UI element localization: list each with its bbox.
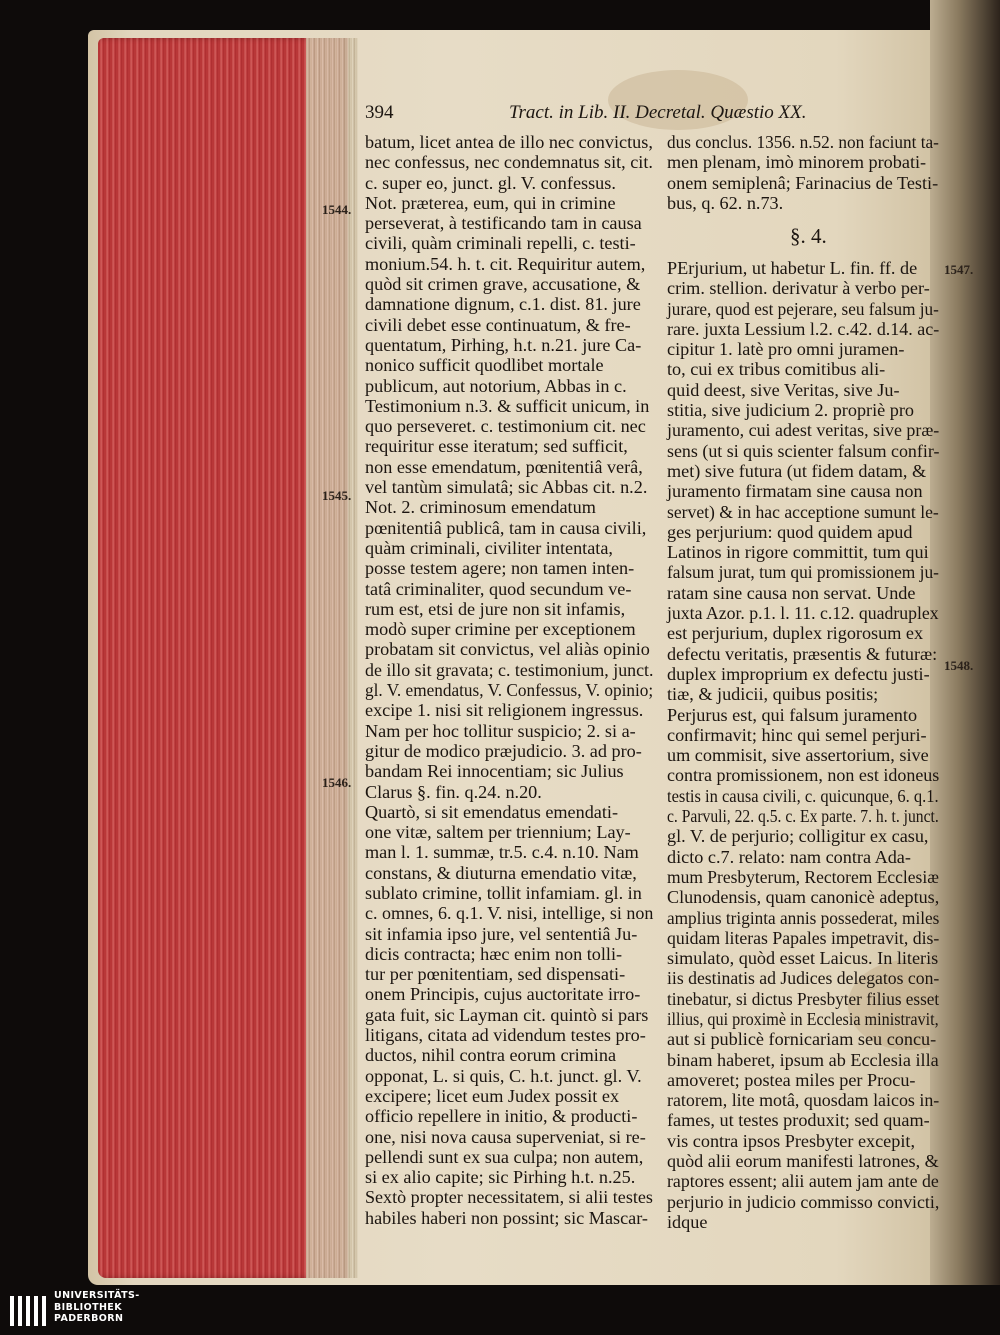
text-line: juramento, cui adest veritas, sive præ- <box>667 420 940 441</box>
text-line: quòd alii eorum manifesti latrones, & <box>667 1151 939 1172</box>
text-line: bandam Rei innocentiam; sic Julius <box>365 761 624 782</box>
text-line: cipitur 1. latè pro omni juramen- <box>667 339 905 360</box>
text-line: dus conclus. 1356. n.52. non faciunt ta- <box>667 132 939 152</box>
section-heading: §. 4. <box>790 224 827 248</box>
right-column-top-text <box>667 132 939 213</box>
text-line: stitia, sive judicium 2. propriè pro <box>667 400 915 421</box>
text-line: juramento firmatam sine causa non <box>667 481 923 502</box>
text-line: excipe 1. nisi sit religionem ingressus. <box>365 700 644 721</box>
text-line: nonico sufficit quodlibet mortale <box>365 355 604 376</box>
text-line: sublato crimine, tollit infamiam. gl. in <box>365 882 642 903</box>
text-line: perjurio in judicio commisso convicti, <box>667 1191 940 1212</box>
text-line: ges perjurium: quod quidem apud <box>667 521 913 542</box>
text-line: Perjurus est, qui falsum juramento <box>667 704 918 725</box>
text-line: quàm criminali, civiliter intentata, <box>365 537 613 558</box>
text-line: idque <box>667 1211 708 1232</box>
text-line: raptores essent; alii autem jam ante de <box>667 1171 939 1192</box>
text-line: nec confessus, nec condemnatus sit, cit. <box>365 152 653 173</box>
text-line: civili debet esse continuatum, & fre- <box>365 314 631 335</box>
library-logo-icon <box>8 1290 48 1330</box>
text-line: ratorem, lite motâ, quosdam laicos in- <box>667 1090 940 1111</box>
text-line: civili, quàm criminali repelli, c. testi- <box>365 233 636 254</box>
text-line: non esse emendatum, pœnitentiâ verâ, <box>365 456 643 477</box>
text-line: rum est, etsi de jure non sit infamis, <box>365 598 626 619</box>
text-line: modò super crimine per exceptionem <box>365 619 636 640</box>
text-line: ductos, nihil contra eorum crimina <box>365 1045 617 1066</box>
text-line: Not. præterea, eum, qui in crimine <box>365 192 616 213</box>
right-text-column <box>667 132 939 213</box>
margin-number: 1548. <box>944 658 974 673</box>
text-line: si ex alio capite; sic Pirhing h.t. n.25. <box>365 1167 636 1188</box>
page-number: 394 <box>365 102 394 123</box>
text-line: servet) & in hac acceptione sumunt le- <box>667 501 939 522</box>
text-line: damnatione dignum, c.1. dist. 81. jure <box>365 294 641 315</box>
margin-number: 1545. <box>322 488 352 503</box>
text-line: c. omnes, 6. q.1. V. nisi, intellige, si non <box>365 903 654 924</box>
text-line: quentatum, Pirhing, h.t. n.21. jure Ca- <box>365 334 642 355</box>
text-line: contra promissionem, non est idoneus <box>667 765 940 786</box>
text-line: confirmavit; hinc qui semel perjuri- <box>667 724 927 745</box>
text-line: ratam sine causa non servat. Unde <box>667 582 916 603</box>
text-line: constans, & diuturna emendatio vitæ, <box>365 862 637 883</box>
text-line: Quartò, si sit emendatus emendati- <box>365 801 619 822</box>
text-line: fames, ut testes produxit; sed quam- <box>667 1110 930 1131</box>
text-line: opponat, L. si quis, C. h.t. junct. gl. V. <box>365 1065 642 1086</box>
text-line: binam haberet, ipsum ab Ecclesia illa <box>667 1049 939 1070</box>
text-line: gl. V. emendatus, V. Confessus, V. opinio; <box>365 680 654 701</box>
text-line: gitur de modico præjudicio. 3. ad pro- <box>365 740 642 761</box>
margin-number: 1547. <box>944 262 974 277</box>
margin-number: 1546. <box>322 775 352 790</box>
text-line: Clarus §. fin. q.24. n.20. <box>365 781 542 802</box>
text-line: tatâ criminaliter, quod secundum ve- <box>365 578 632 599</box>
text-line: litigans, citata ad videndum testes pro- <box>365 1025 646 1046</box>
text-line: perseverat, à testificando tam in causa <box>365 213 642 234</box>
text-line: vel tantùm simulatâ; sic Abbas cit. n.2. <box>365 477 648 498</box>
text-line: met) sive futura (ut fidem datam, & <box>667 460 927 481</box>
text-line: c. super eo, junct. gl. V. confessus. <box>365 172 616 193</box>
text-line: gata fuit, sic Layman cit. quintò si pars <box>365 1004 649 1025</box>
text-line: onem semiplenâ; Farinacius de Testi- <box>667 172 939 193</box>
text-line: batum, licet antea de illo nec convictus, <box>365 132 653 152</box>
text-line: publicum, aut notorium, Abbas in c. <box>365 375 627 396</box>
text-line: vis contra ipsos Presbyter excepit, <box>667 1130 916 1151</box>
text-line: quòd sit crimen grave, accusatione, & <box>365 274 641 295</box>
text-line: dicto c.7. relato: nam contra Ada- <box>667 846 911 867</box>
text-line: de illo sit gravata; c. testimonium, junct. <box>365 659 654 680</box>
text-line: quid deest, sive Veritas, sive Ju- <box>667 379 900 400</box>
text-line: tiæ, & judicii, quibus positis; <box>667 684 879 705</box>
text-line: requiritur esse iteratum; sed sufficit, <box>365 436 628 457</box>
text-line: aut si publicè fornicariam seu concu- <box>667 1029 937 1050</box>
text-line: to, cui ex tribus comitibus ali- <box>667 359 886 380</box>
text-line: Latinos in rigore committit, tum qui <box>667 542 929 563</box>
page-stack-edges <box>306 38 358 1278</box>
running-head <box>365 100 945 130</box>
logo-line: UNIVERSITÄTS- <box>54 1290 140 1301</box>
text-line: rare. juxta Lessium l.2. c.42. d.14. ac- <box>667 318 940 339</box>
text-line: tur per pœnitentiam, sed dispensati- <box>365 964 626 985</box>
text-line: officio repellere in initio, & producti- <box>365 1106 638 1127</box>
text-line: amoveret; postea miles per Procu- <box>667 1069 916 1090</box>
margin-number: 1544. <box>322 202 352 217</box>
section-text <box>667 258 939 1232</box>
text-line: tinebatur, si dictus Presbyter filius esset <box>667 988 940 1009</box>
text-line: one, nisi nova causa superveniat, si re- <box>365 1126 646 1147</box>
text-line: probatam sit convictus, vel aliàs opinio <box>365 639 650 660</box>
text-line: crim. stellion. derivatur à verbo per- <box>667 278 930 299</box>
text-line: est perjurium, duplex rigorosum ex <box>667 623 924 644</box>
text-line: man l. 1. summæ, tr.5. c.4. n.10. Nam <box>365 842 639 863</box>
logo-line: BIBLIOTHEK <box>54 1301 122 1313</box>
text-line: PErjurium, ut habetur L. fin. ff. de <box>667 258 918 278</box>
text-line: habiles haberi non possint; sic Mascar- <box>365 1207 648 1228</box>
left-text-column <box>365 132 653 1228</box>
text-line: c. Parvuli, 22. q.5. c. Ex parte. 7. h. t. junct. <box>667 806 939 827</box>
text-line: monium.54. h. t. cit. Requiritur autem, <box>365 253 646 274</box>
text-line: posse testem agere; non tamen inten- <box>365 558 635 579</box>
text-line: defectu veritatis, præsentis & futuræ: <box>667 643 938 664</box>
text-line: quo perseveret. c. testimonium cit. nec <box>365 416 646 437</box>
logo-line: PADERBORN <box>54 1313 124 1324</box>
text-line: illius, qui proximè in Ecclesia ministravit, <box>667 1008 939 1029</box>
text-line: sit infamia ipso jure, vel sententiâ Ju- <box>365 923 638 944</box>
binding-gutter <box>930 0 1000 1285</box>
text-line: testis in causa civili, c. quicunque, 6. q.1. <box>667 785 939 806</box>
text-line: dicis contracta; hæc enim non tolli- <box>365 943 623 964</box>
text-line: one vitæ, saltem per triennium; Lay- <box>365 822 631 843</box>
text-line: bus, q. 62. n.73. <box>667 192 784 213</box>
library-logo-text <box>54 1290 140 1325</box>
text-line: pellendi sunt ex sua culpa; non autem, <box>365 1146 644 1167</box>
text-line: duplex improprium ex defectu justi- <box>667 663 930 684</box>
text-line: onem Principis, cujus auctoritate irro- <box>365 984 641 1005</box>
text-line: um commisit, sive assertorium, sive <box>667 745 929 766</box>
text-line: falsum jurat, tum qui promissionem ju- <box>667 562 939 583</box>
text-line: jurare, quod est pejerare, seu falsum ju- <box>667 298 939 319</box>
text-line: mum Presbyterum, Rectorem Ecclesiæ <box>667 866 939 887</box>
text-line: excipere; licet eum Judex possit ex <box>365 1085 620 1106</box>
library-logo-bar <box>0 1285 1000 1335</box>
text-line: sens (ut si quis scienter falsum confir- <box>667 440 940 461</box>
text-line: Not. 2. criminosum emendatum <box>365 497 596 518</box>
text-line: Nam per hoc tollitur suspicio; 2. si a- <box>365 720 636 741</box>
text-line: simulato, quòd esset Laicus. In literis <box>667 948 939 969</box>
text-line: Sextò propter necessitatem, si alii testes <box>365 1187 653 1208</box>
running-title: Tract. in Lib. II. Decretal. Quæstio XX. <box>509 102 807 123</box>
text-line: amplius triginta annis possederat, miles <box>667 907 940 928</box>
text-line: men plenam, imò minorem probati- <box>667 152 927 173</box>
text-line: quidam literas Papales impetravit, dis- <box>667 927 940 948</box>
text-line: gl. V. de perjurio; colligitur ex casu, <box>667 826 929 847</box>
text-line: juxta Azor. p.1. l. 11. c.12. quadruplex <box>667 603 939 624</box>
text-line: Testimonium n.3. & sufficit unicum, in <box>365 395 650 416</box>
text-line: pœnitentiâ publicâ, tam in causa civili, <box>365 517 647 538</box>
text-line: Clunodensis, quam canonicè adeptus, <box>667 887 940 908</box>
text-line: iis destinatis ad Judices delegatos con- <box>667 968 940 989</box>
